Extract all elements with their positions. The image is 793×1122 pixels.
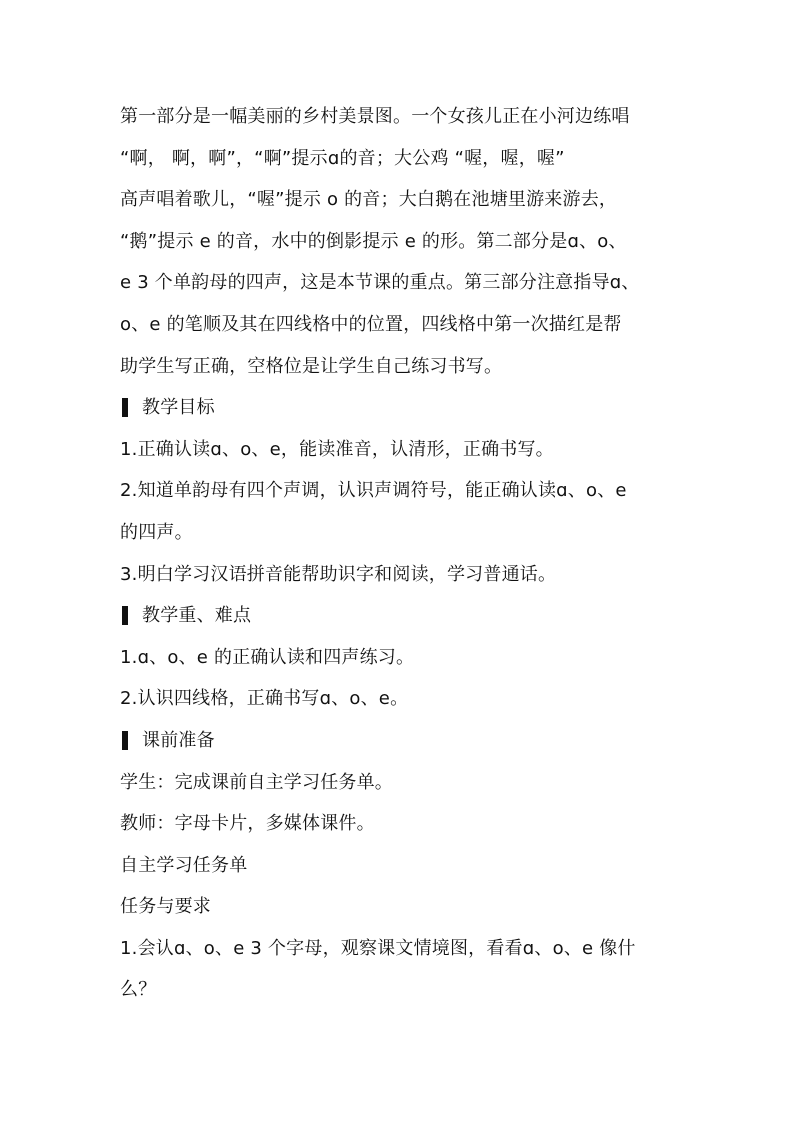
heading-bar-marker [122,398,128,417]
section-heading-text: 教学目标 [142,397,215,419]
section-heading-text: 教学重、难点 [142,605,252,627]
self-study-item-1-cont: 么？ [120,979,157,1001]
heading-bar-marker [122,731,128,750]
key-point-item-1: 1.ɑ、o、e 的正确认读和四声练习。 [120,646,415,668]
section-teaching-goals [120,387,676,595]
document-page [120,96,676,1011]
goal-item-3: 3.明白学习汉语拼音能帮助识字和阅读，学习普通话。 [120,563,557,585]
section-heading [120,387,676,429]
intro-line-6: o、e 的笔顺及其在四线格中的位置，四线格中第一次描红是帮 [120,313,622,335]
section-heading [120,595,676,637]
prep-item-students: 学生：完成课前自主学习任务单。 [120,771,393,793]
section-key-points [120,595,676,720]
intro-paragraph [120,96,676,387]
self-study-title: 自主学习任务单 [120,854,248,876]
section-preparation [120,720,676,845]
intro-line-3: 高声唱着歌儿，“喔”提示 o 的音；大白鹅在池塘里游来游去， [120,189,618,211]
goal-item-2-cont: 的四声。 [120,521,193,543]
intro-line-2: “啊， 啊，啊”，“啊”提示ɑ的音；大公鸡 “喔，喔，喔” [120,147,565,169]
key-point-item-2: 2.认识四线格，正确书写ɑ、o、e。 [120,688,409,710]
intro-line-4: “鹅”提示 e 的音，水中的倒影提示 e 的形。第二部分是ɑ、o、 [120,230,627,252]
section-self-study [120,845,676,1011]
self-study-subtitle: 任务与要求 [120,896,211,918]
goal-item-2: 2.知道单韵母有四个声调，认识声调符号，能正确认读ɑ、o、e [120,480,627,502]
section-heading-text: 课前准备 [142,729,215,751]
heading-bar-marker [122,606,128,625]
prep-item-teacher: 教师：字母卡片，多媒体课件。 [120,813,375,835]
goal-item-1: 1.正确认读ɑ、o、e，能读准音，认清形，正确书写。 [120,438,554,460]
intro-line-1: 第一部分是一幅美丽的乡村美景图。一个女孩儿正在小河边练唱 [120,106,630,127]
intro-line-5: e 3 个单韵母的四声，这是本节课的重点。第三部分注意指导ɑ、 [120,272,640,294]
self-study-item-1: 1.会认ɑ、o、e 3 个字母，观察课文情境图，看看ɑ、o、e 像什 [120,937,636,959]
intro-line-7: 助学生写正确，空格位是让学生自己练习书写。 [120,355,503,377]
section-heading [120,720,676,762]
